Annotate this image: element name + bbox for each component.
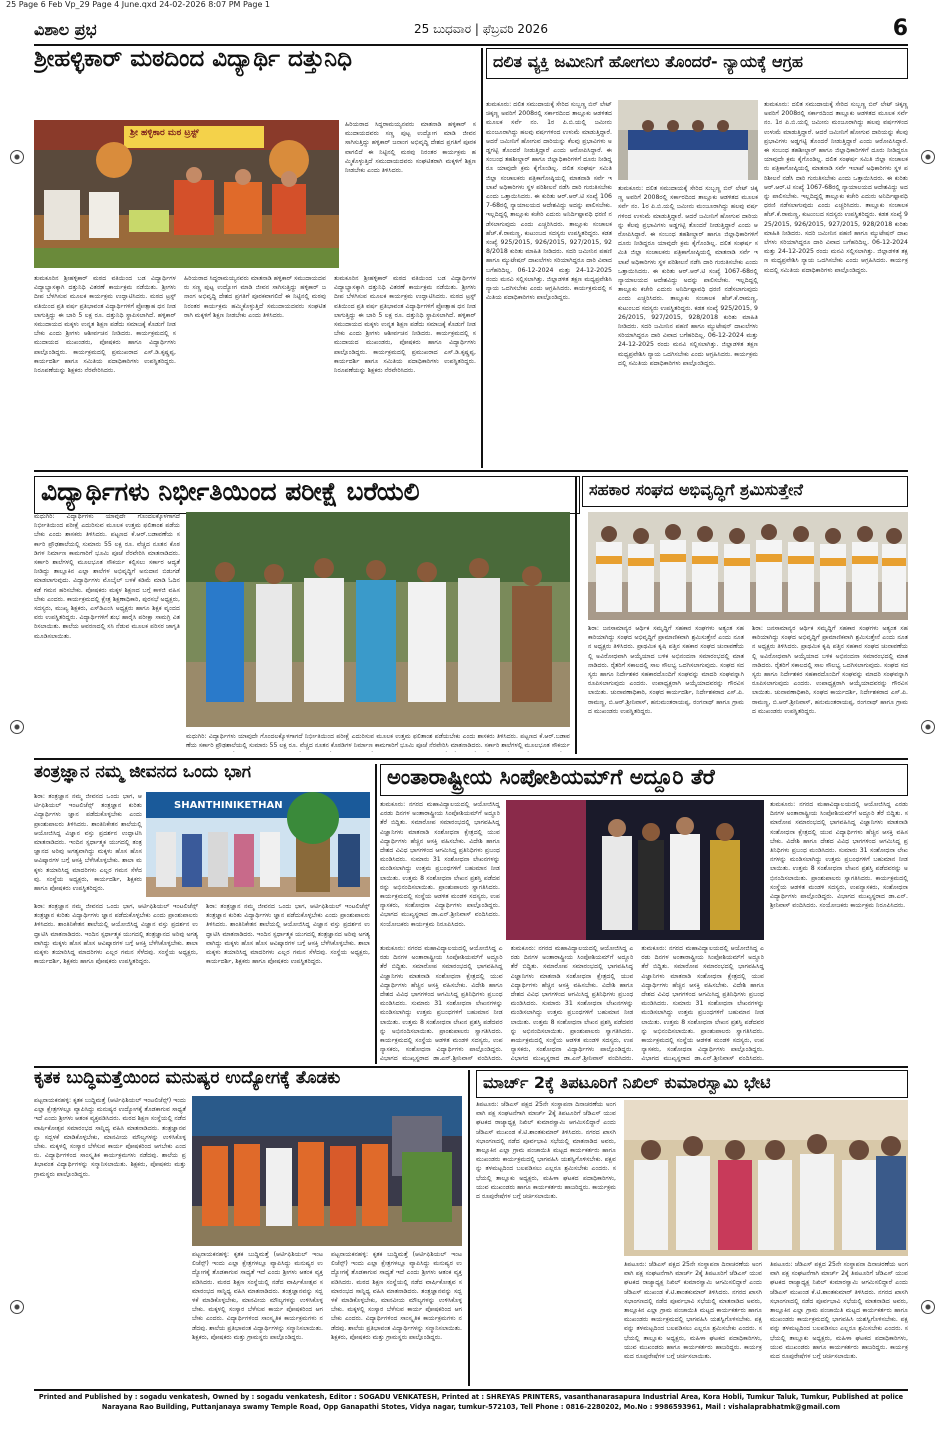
story-6-headline: ಅಂತಾರಾಷ್ಟ್ರೀಯ ಸಿಂಪೋಶಿಯಮ್‌ಗೆ ಅದ್ದೂರಿ ತೆರೆ	[380, 764, 908, 796]
story-8-photo	[624, 1100, 908, 1256]
story-5-headline: ತಂತ್ರಜ್ಞಾನ ನಮ್ಮ ಜೀವನದ ಒಂದು ಭಾಗ	[34, 764, 251, 782]
story-1-column: ಹಿರಿಯರಾದ ಸಿದ್ಧರಾಮಯ್ಯನವರು ಮಾತನಾಡಿ ಹಳ್ಳಿಕಾರ್ ಸಮುದಾಯದವರು ಸಣ್ಣ ಪುಟ್ಟ ಉದ್ಯೋಗ ಮಾಡಿ ಜೀವನ ಸಾಗಿಸುತ್ತಿದ್ದು ಹಳ್ಳಿಕಾರ್ ಜನಾಂಗ ಅಭಿವೃದ್ಧಿ ದೇಶದ ಪ್ರಗತಿಗೆ ಪೂರಕವಾಗಲಿದೆ ಈ ನಿಟ್ಟಿನಲ್ಲಿ ಮಠವು ನಿರಂತರ ಕಾರ್ಯಕ್ರಮ ಹಮ್ಮಿಕೊಳ್ಳುತ್ತಿದೆ ಸಮುದಾಯದವರು ಸಂಘಟಿತರಾಗಿ ಮಕ್ಕಳಿಗೆ ಶಿಕ್ಷಣ ನೀಡಬೇಕು ಎಂದು ತಿಳಿಸಿದರು.	[184, 275, 326, 319]
story-3-column: ಮಧುಗಿರಿ: ವಿದ್ಯಾರ್ಥಿಗಳು ಯಾವುದೇ ಗೊಂದಲಕ್ಕೊಳಗಾಗದೆ ನಿರ್ಭೀತಿಯಿಂದ ಪರೀಕ್ಷೆ ಎದುರಿಸುವ ಮೂಲಕ ಉತ್ತಮ ಫಲಿತಾಂಶ ಪಡೆಯಬೇಕು ಎಂದು ಶಾಸಕರು ತಿಳಿಸಿದರು. ಪಟ್ಟಣದ ಕೆ.ಆರ್.ಬಡಾವಣೆಯ ಸರ್ಕಾರಿ ಪ್ರೌಢಶಾಲೆಯಲ್ಲಿ ಸುಮಾರು 55 ಲಕ್ಷ ರೂ. ವೆಚ್ಚದ ನೂತನ ಕೊಠಡಿಗಳ ನಿರ್ಮಾಣ ಕಾಮಗಾರಿಗೆ ಭೂಮಿ ಪೂಜೆ ನೆರವೇರಿಸಿ ಮಾತನಾಡಿದರು. ಸರ್ಕಾರಿ ಶಾಲೆಗಳಲ್ಲಿ ಮೂಲಭೂತ ಸೌಕರ್ಯ ಕಲ್ಪಿಸಲು ಸರ್ಕಾರ ಆದ್ಯತೆ ನೀಡಿದ್ದು ತಾಲ್ಲೂಕಿನ ಎಲ್ಲಾ ಶಾಲೆಗಳ ಅಭಿವೃದ್ಧಿಗೆ ಅನುದಾನ ಬಿಡುಗಡೆ ಮಾಡಲಾಗುವುದು. ವಿದ್ಯಾರ್ಥಿಗಳು ಮೊಬೈಲ್ ಬಳಕೆ ಕಡಿಮೆ ಮಾಡಿ ಓದಿನ ಕಡೆ ಗಮನ ಹರಿಸಬೇಕು. ಪೋಷಕರು ಮಕ್ಕಳ ಶಿಕ್ಷಣದ ಬಗ್ಗೆ ಕಾಳಜಿ ವಹಿಸಬೇಕು ಎಂದರು. ಕಾರ್ಯಕ್ರಮದಲ್ಲಿ ಕ್ಷೇತ್ರ ಶಿಕ್ಷಣಾಧಿಕಾರಿ, ಪುರಸಭೆ ಅಧ್ಯಕ್ಷರು, ಸದಸ್ಯರು, ಮುಖ್ಯ ಶಿಕ್ಷಕರು, ಎಸ್‌ಡಿಎಂಸಿ ಅಧ್ಯಕ್ಷರು ಹಾಗೂ ಶಿಕ್ಷಕ ವೃಂದದವರು ಉಪಸ್ಥಿತರಿದ್ದರು. ವಿದ್ಯಾರ್ಥಿಗಳಿಗೆ ಶುಭ ಹಾರೈಸಿ ಪರೀಕ್ಷಾ ಸಾಮಗ್ರಿ ವಿತರಿಸಲಾಯಿತು. ಶಾಲೆಯ ಆವರಣದಲ್ಲಿ ಸಸಿ ನೆಡುವ ಮೂಲಕ ಪರಿಸರ ಜಾಗೃತಿ ಮೂಡಿಸಲಾಯಿತು.	[34, 513, 180, 640]
column-divider	[375, 764, 377, 1064]
registration-mark-icon	[921, 150, 935, 164]
story-3-column: ಮಧುಗಿರಿ: ವಿದ್ಯಾರ್ಥಿಗಳು ಯಾವುದೇ ಗೊಂದಲಕ್ಕೊಳಗಾಗದೆ ನಿರ್ಭೀತಿಯಿಂದ ಪರೀಕ್ಷೆ ಎದುರಿಸುವ ಮೂಲಕ ಉತ್ತಮ ಫಲಿತಾಂಶ ಪಡೆಯಬೇಕು ಎಂದು ಶಾಸಕರು ತಿಳಿಸಿದರು. ಪಟ್ಟಣದ ಕೆ.ಆರ್.ಬಡಾವಣೆಯ ಸರ್ಕಾರಿ ಪ್ರೌಢಶಾಲೆಯಲ್ಲಿ ಸುಮಾರು 55 ಲಕ್ಷ ರೂ. ವೆಚ್ಚದ ನೂತನ ಕೊಠಡಿಗಳ ನಿರ್ಮಾಣ ಕಾಮಗಾರಿಗೆ ಭೂಮಿ ಪೂಜೆ ನೆರವೇರಿಸಿ ಮಾತನಾಡಿದರು. ಸರ್ಕಾರಿ ಶಾಲೆಗಳಲ್ಲಿ ಮೂಲಭೂತ ಸೌಕರ್ಯ	[186, 733, 570, 750]
column-divider	[468, 1070, 470, 1386]
page-number: 6	[892, 16, 908, 41]
story-4-column: ಶಿರಾ: ಜನಸಾಮಾನ್ಯರ ಆರ್ಥಿಕ ಸಮೃದ್ಧಿಗೆ ಸಹಕಾರ ಸಂಘಗಳು ಅತ್ಯಂತ ಸಹಕಾರಿಯಾಗಿದ್ದು ಸಂಘದ ಅಭಿವೃದ್ಧಿಗೆ ಪ್ರಾಮಾಣಿಕವಾಗಿ ಶ್ರಮಿಸುತ್ತೇನೆ ಎಂದು ನೂತನ ಅಧ್ಯಕ್ಷರು ತಿಳಿಸಿದರು. ಪ್ರಾಥಮಿಕ ಕೃಷಿ ಪತ್ತಿನ ಸಹಕಾರ ಸಂಘದ ಚುನಾವಣೆಯಲ್ಲಿ ಅವಿರೋಧವಾಗಿ ಆಯ್ಕೆಯಾದ ಬಳಿಕ ಅಭಿನಂದನಾ ಸಮಾರಂಭದಲ್ಲಿ ಮಾತನಾಡಿದರು. ರೈತರಿಗೆ ಸಕಾಲದಲ್ಲಿ ಸಾಲ ಸೌಲಭ್ಯ ಒದಗಿಸಲಾಗುವುದು. ಸಂಘದ ಸದಸ್ಯರು ಹಾಗೂ ನಿರ್ದೇಶಕರ ಸಹಕಾರದೊಂದಿಗೆ ಸಂಘವನ್ನು ಮಾದರಿ ಸಂಘವನ್ನಾಗಿ ರೂಪಿಸಲಾಗುವುದು ಎಂದರು. ಉಪಾಧ್ಯಕ್ಷರಾಗಿ ಆಯ್ಕೆಯಾದವರನ್ನು ಗೌರವಿಸಲಾಯಿತು. ಚುನಾವಣಾಧಿಕಾರಿ, ಸಂಘದ ಕಾರ್ಯದರ್ಶಿ, ನಿರ್ದೇಶಕರಾದ ಎಸ್.ಪಿ.ರಾಮಣ್ಣ, ಬಿ.ಆರ್.ಶ್ರೀನಿವಾಸ್, ಹನುಮಂತರಾಯಪ್ಪ, ರಂಗನಾಥ್ ಹಾಗೂ ಗ್ರಾಮದ ಮುಖಂಡರು ಉಪಸ್ಥಿತರಿದ್ದರು.	[752, 625, 908, 715]
story-7-headline: ಕೃತಕ ಬುದ್ಧಿಮತ್ತೆಯಿಂದ ಮನುಷ್ಯರ ಉದ್ಯೋಗಕ್ಕೆ ತೊಡಕು	[34, 1070, 341, 1088]
story-7-column: ಪಟ್ಟನಾಯಕನಹಳ್ಳಿ: ಕೃತಕ ಬುದ್ಧಿಮತ್ತೆ (ಆರ್ಟಿಫಿಶಿಯಲ್ ಇಂಟಲಿಜೆನ್ಸ್) ಇಂದು ಎಲ್ಲಾ ಕ್ಷೇತ್ರಗಳಲ್ಲೂ ವ್ಯಾಪಿಸಿದ್ದು ಮನುಷ್ಯರ ಉದ್ಯೋಗಕ್ಕೆ ತೊಡಕಾಗುವ ಸಾಧ್ಯತೆ ಇದೆ ಎಂದು ಶ್ರೀಗಳು ಆತಂಕ ವ್ಯಕ್ತಪಡಿಸಿದರು. ಮಠದ ಶಿಕ್ಷಣ ಸಂಸ್ಥೆಯಲ್ಲಿ ನಡೆದ ವಾರ್ಷಿಕೋತ್ಸವ ಸಮಾರಂಭದ ಸಾನ್ನಿಧ್ಯ ವಹಿಸಿ ಮಾತನಾಡಿದರು. ತಂತ್ರಜ್ಞಾನವನ್ನು ಸದ್ಬಳಕೆ ಮಾಡಿಕೊಳ್ಳಬೇಕು, ಮಾನವೀಯ ಮೌಲ್ಯಗಳನ್ನು ಉಳಿಸಿಕೊಳ್ಳಬೇಕು. ಮಕ್ಕಳಲ್ಲಿ ಸಂಸ್ಕಾರ ಬೆಳೆಸುವ ಕಾರ್ಯ ಪೋಷಕರಿಂದ ಆಗಬೇಕು ಎಂದರು. ವಿದ್ಯಾರ್ಥಿಗಳಿಂದ ಸಾಂಸ್ಕೃತಿಕ ಕಾರ್ಯಕ್ರಮಗಳು ನಡೆದವು. ಶಾಲೆಯ ಪ್ರತಿಭಾವಂತ ವಿದ್ಯಾರ್ಥಿಗಳನ್ನು ಸನ್ಮಾನಿಸಲಾಯಿತು. ಶಿಕ್ಷಕರು, ಪೋಷಕರು ಮತ್ತು ಗ್ರಾಮಸ್ಥರು ಪಾಲ್ಗೊಂಡಿದ್ದರು.	[331, 1251, 462, 1341]
story-7-photo	[192, 1096, 462, 1246]
story-2-photo	[618, 100, 758, 180]
story-7-column: ಪಟ್ಟನಾಯಕನಹಳ್ಳಿ: ಕೃತಕ ಬುದ್ಧಿಮತ್ತೆ (ಆರ್ಟಿಫಿಶಿಯಲ್ ಇಂಟಲಿಜೆನ್ಸ್) ಇಂದು ಎಲ್ಲಾ ಕ್ಷೇತ್ರಗಳಲ್ಲೂ ವ್ಯಾಪಿಸಿದ್ದು ಮನುಷ್ಯರ ಉದ್ಯೋಗಕ್ಕೆ ತೊಡಕಾಗುವ ಸಾಧ್ಯತೆ ಇದೆ ಎಂದು ಶ್ರೀಗಳು ಆತಂಕ ವ್ಯಕ್ತಪಡಿಸಿದರು. ಮಠದ ಶಿಕ್ಷಣ ಸಂಸ್ಥೆಯಲ್ಲಿ ನಡೆದ ವಾರ್ಷಿಕೋತ್ಸವ ಸಮಾರಂಭದ ಸಾನ್ನಿಧ್ಯ ವಹಿಸಿ ಮಾತನಾಡಿದರು. ತಂತ್ರಜ್ಞಾನವನ್ನು ಸದ್ಬಳಕೆ ಮಾಡಿಕೊಳ್ಳಬೇಕು, ಮಾನವೀಯ ಮೌಲ್ಯಗಳನ್ನು ಉಳಿಸಿಕೊಳ್ಳಬೇಕು. ಮಕ್ಕಳಲ್ಲಿ ಸಂಸ್ಕಾರ ಬೆಳೆಸುವ ಕಾರ್ಯ ಪೋಷಕರಿಂದ ಆಗಬೇಕು ಎಂದರು. ವಿದ್ಯಾರ್ಥಿಗಳಿಂದ ಸಾಂಸ್ಕೃತಿಕ ಕಾರ್ಯಕ್ರಮಗಳು ನಡೆದವು. ಶಾಲೆಯ ಪ್ರತಿಭಾವಂತ ವಿದ್ಯಾರ್ಥಿಗಳನ್ನು ಸನ್ಮಾನಿಸಲಾಯಿತು. ಶಿಕ್ಷಕರು, ಪೋಷಕರು ಮತ್ತು ಗ್ರಾಮಸ್ಥರು ಪಾಲ್ಗೊಂಡಿದ್ದರು.	[192, 1251, 323, 1341]
story-8-column: ತಿಪಟೂರು: ಜೆಡಿಎಸ್ ಪಕ್ಷದ 25ನೇ ಸಂಸ್ಥಾಪನಾ ದಿನಾಚರಣೆಯ ಅಂಗವಾಗಿ ಪಕ್ಷ ಸಂಘಟನೆಗಾಗಿ ಮಾರ್ಚ್ 2ಕ್ಕೆ ತಿಪಟೂರಿಗೆ ಜೆಡಿಎಸ್ ಯುವ ಘಟಕದ ರಾಜ್ಯಾಧ್ಯಕ್ಷ ನಿಖಿಲ್ ಕುಮಾರಸ್ವಾಮಿ ಆಗಮಿಸಲಿದ್ದಾರೆ ಎಂದು ಜೆಡಿಎಸ್ ಮುಖಂಡ ಕೆ.ಟಿ.ಶಾಂತಕುಮಾರ್ ತಿಳಿಸಿದರು. ನಗರದ ಖಾಸಗಿ ಸಭಾಂಗಣದಲ್ಲಿ ನಡೆದ ಪೂರ್ವಭಾವಿ ಸಭೆಯಲ್ಲಿ ಮಾತನಾಡಿದ ಅವರು, ತಾಲ್ಲೂಕಿನ ಎಲ್ಲಾ ಗ್ರಾಮ ಪಂಚಾಯಿತಿ ಮಟ್ಟದ ಕಾರ್ಯಕರ್ತರು ಹಾಗೂ ಮುಖಂಡರು ಕಾರ್ಯಕ್ರಮದಲ್ಲಿ ಭಾಗವಹಿಸಿ ಯಶಸ್ವಿಗೊಳಿಸಬೇಕು. ಪಕ್ಷವನ್ನು ತಳಮಟ್ಟದಿಂದ ಬಲಪಡಿಸಲು ಎಲ್ಲರೂ ಶ್ರಮಿಸಬೇಕು ಎಂದರು. ಸಭೆಯಲ್ಲಿ ತಾಲ್ಲೂಕು ಅಧ್ಯಕ್ಷರು, ಮಹಿಳಾ ಘಟಕದ ಪದಾಧಿಕಾರಿಗಳು, ಯುವ ಮುಖಂಡರು ಹಾಗೂ ಕಾರ್ಯಕರ್ತರು ಹಾಜರಿದ್ದರು. ಕಾರ್ಯಕ್ರಮದ ರೂಪುರೇಷೆಗಳ ಬಗ್ಗೆ ಚರ್ಚಿಸಲಾಯಿತು.	[476, 1101, 616, 1201]
print-slug: 25 Page 6 Feb Vp_29 Page 4 June.qxd 24-02-2026 8:07 PM Page 1	[6, 0, 270, 9]
story-2-column: ತುಮಕೂರು: ದಲಿತ ಸಮುದಾಯಕ್ಕೆ ಸೇರಿದ ಸುಬ್ಬಣ್ಣ ಬಿನ್ ಲೇಟ್ ಚಿಕ್ಕಣ್ಣ ಅವರಿಗೆ 2008ರಲ್ಲಿ ಸರ್ಕಾರದಿಂದ ತಾಲ್ಲೂಕು ಆಡಳಿತದ ಮೂಲಕ ಸರ್ವೆ ನಂ. 1ರ ಪಿ.ಬಿ.ಯಲ್ಲಿ ಜಮೀನು ಮಂಜೂರಾಗಿದ್ದು ಹಲವು ವರ್ಷಗಳಿಂದ ಉಳುಮೆ ಮಾಡುತ್ತಿದ್ದಾರೆ. ಆದರೆ ಜಮೀನಿಗೆ ಹೋಗುವ ದಾರಿಯನ್ನು ಕೆಲವು ಪ್ರಭಾವಿಗಳು ಅಡ್ಡಗಟ್ಟಿ ತೊಂದರೆ ನೀಡುತ್ತಿದ್ದಾರೆ ಎಂದು ಆರೋಪಿಸಿದ್ದಾರೆ. ಈ ಸಂಬಂಧ ತಹಶೀಲ್ದಾರ್ ಹಾಗೂ ಜಿಲ್ಲಾಧಿಕಾರಿಗಳಿಗೆ ದೂರು ನೀಡಿದ್ದರೂ ಯಾವುದೇ ಕ್ರಮ ಕೈಗೊಂಡಿಲ್ಲ. ದಲಿತ ಸಂಘರ್ಷ ಸಮಿತಿ ಜಿಲ್ಲಾ ಸಂಚಾಲಕರು ಪತ್ರಿಕಾಗೋಷ್ಠಿಯಲ್ಲಿ ಮಾತನಾಡಿ ಸರ್ವೆ ಇಲಾಖೆ ಅಧಿಕಾರಿಗಳು ಸ್ಥಳ ಪರಿಶೀಲನೆ ನಡೆಸಿ ದಾರಿ ಗುರುತಿಸಬೇಕು ಎಂದು ಒತ್ತಾಯಿಸಿದರು. ಈ ಕುರಿತು ಆರ್.ಆರ್.ಟಿ ಸಂಖ್ಯೆ 1067-68ರಲ್ಲಿ ನ್ಯಾಯಾಲಯದ ಆದೇಶವಿದ್ದು ಅದನ್ನು ಪಾಲಿಸಬೇಕು. ಇಲ್ಲದಿದ್ದಲ್ಲಿ ತಾಲ್ಲೂಕು ಕಚೇರಿ ಎದುರು ಅನಿರ್ದಿಷ್ಟಾವಧಿ ಧರಣಿ ನಡೆಸಲಾಗುವುದು ಎಂದು ಎಚ್ಚರಿಸಿದರು. ತಾಲ್ಲೂಕು ಸಂಚಾಲಕ ಹೆಚ್.ಕೆ.ರಾಮಣ್ಣ, ಕುಟುಂಬದ ಸದಸ್ಯರು ಉಪಸ್ಥಿತರಿದ್ದರು. ಕಡತ ಸಂಖ್ಯೆ 925/2015, 926/2015, 927/2015, 928/2018 ಕುರಿತು ಮಾಹಿತಿ ನೀಡಿದರು. ಸದರಿ ಜಮೀನಿನ ಪಹಣಿ ಹಾಗೂ ಮ್ಯುಟೇಷನ್ ದಾಖಲೆಗಳು ಸರಿಯಾಗಿದ್ದರೂ ದಾರಿ ವಿವಾದ ಬಗೆಹರಿದಿಲ್ಲ. 06-12-2024 ಮತ್ತು 24-12-2025 ರಂದು ಮನವಿ ಸಲ್ಲಿಸಲಾಗಿತ್ತು. ಜಿಲ್ಲಾಡಳಿತ ತಕ್ಷಣ ಮಧ್ಯಪ್ರವೇಶಿಸಿ ನ್ಯಾಯ ಒದಗಿಸಬೇಕು ಎಂದು ಆಗ್ರಹಿಸಿದರು. ಕಾರ್ಯಕ್ರಮದಲ್ಲಿ ಸಮಿತಿಯ ಪದಾಧಿಕಾರಿಗಳು ಪಾಲ್ಗೊಂಡಿದ್ದರು.	[764, 101, 908, 274]
story-1-side-text: ಹಿರಿಯರಾದ ಸಿದ್ಧರಾಮಯ್ಯನವರು ಮಾತನಾಡಿ ಹಳ್ಳಿಕಾರ್ ಸಮುದಾಯದವರು ಸಣ್ಣ ಪುಟ್ಟ ಉದ್ಯೋಗ ಮಾಡಿ ಜೀವನ ಸಾಗಿಸುತ್ತಿದ್ದು ಹಳ್ಳಿಕಾರ್ ಜನಾಂಗ ಅಭಿವೃದ್ಧಿ ದೇಶದ ಪ್ರಗತಿಗೆ ಪೂರಕವಾಗಲಿದೆ ಈ ನಿಟ್ಟಿನಲ್ಲಿ ಮಠವು ನಿರಂತರ ಕಾರ್ಯಕ್ರಮ ಹಮ್ಮಿಕೊಳ್ಳುತ್ತಿದೆ ಸಮುದಾಯದವರು ಸಂಘಟಿತರಾಗಿ ಮಕ್ಕಳಿಗೆ ಶಿಕ್ಷಣ ನೀಡಬೇಕು ಎಂದು ತಿಳಿಸಿದರು.	[345, 121, 476, 175]
story-4-column: ಶಿರಾ: ಜನಸಾಮಾನ್ಯರ ಆರ್ಥಿಕ ಸಮೃದ್ಧಿಗೆ ಸಹಕಾರ ಸಂಘಗಳು ಅತ್ಯಂತ ಸಹಕಾರಿಯಾಗಿದ್ದು ಸಂಘದ ಅಭಿವೃದ್ಧಿಗೆ ಪ್ರಾಮಾಣಿಕವಾಗಿ ಶ್ರಮಿಸುತ್ತೇನೆ ಎಂದು ನೂತನ ಅಧ್ಯಕ್ಷರು ತಿಳಿಸಿದರು. ಪ್ರಾಥಮಿಕ ಕೃಷಿ ಪತ್ತಿನ ಸಹಕಾರ ಸಂಘದ ಚುನಾವಣೆಯಲ್ಲಿ ಅವಿರೋಧವಾಗಿ ಆಯ್ಕೆಯಾದ ಬಳಿಕ ಅಭಿನಂದನಾ ಸಮಾರಂಭದಲ್ಲಿ ಮಾತನಾಡಿದರು. ರೈತರಿಗೆ ಸಕಾಲದಲ್ಲಿ ಸಾಲ ಸೌಲಭ್ಯ ಒದಗಿಸಲಾಗುವುದು. ಸಂಘದ ಸದಸ್ಯರು ಹಾಗೂ ನಿರ್ದೇಶಕರ ಸಹಕಾರದೊಂದಿಗೆ ಸಂಘವನ್ನು ಮಾದರಿ ಸಂಘವನ್ನಾಗಿ ರೂಪಿಸಲಾಗುವುದು ಎಂದರು. ಉಪಾಧ್ಯಕ್ಷರಾಗಿ ಆಯ್ಕೆಯಾದವರನ್ನು ಗೌರವಿಸಲಾಯಿತು. ಚುನಾವಣಾಧಿಕಾರಿ, ಸಂಘದ ಕಾರ್ಯದರ್ಶಿ, ನಿರ್ದೇಶಕರಾದ ಎಸ್.ಪಿ.ರಾಮಣ್ಣ, ಬಿ.ಆರ್.ಶ್ರೀನಿವಾಸ್, ಹನುಮಂತರಾಯಪ್ಪ, ರಂಗನಾಥ್ ಹಾಗೂ ಗ್ರಾಮದ ಮುಖಂಡರು ಉಪಸ್ಥಿತರಿದ್ದರು.	[588, 625, 744, 715]
story-8-headline: ಮಾರ್ಚ್ 2ಕ್ಕೆ ತಿಪಟೂರಿಗೆ ನಿಖಿಲ್ ಕುಮಾರಸ್ವಾಮಿ ಭೇಟಿ	[476, 1070, 908, 1098]
story-1-photo	[34, 120, 339, 268]
story-4-headline: ಸಹಕಾರ ಸಂಘದ ಅಭಿವೃದ್ಧಿಗೆ ಶ್ರಮಿಸುತ್ತೇನೆ	[582, 476, 908, 507]
registration-mark-icon	[10, 720, 24, 734]
photo-sign-text: SHANTHINIKETHAN	[174, 800, 283, 811]
footer-rule	[34, 1389, 908, 1391]
story-5-column: ಶಿರಾ: ತಂತ್ರಜ್ಞಾನ ನಮ್ಮ ಜೀವನದ ಒಂದು ಭಾಗ, ಆರ್ಟಿಫಿಶಿಯಲ್ ಇಂಟಲಿಜೆನ್ಸ್ ತಂತ್ರಜ್ಞಾನ ಕುರಿತು ವಿದ್ಯಾರ್ಥಿಗಳು ಜ್ಞಾನ ಪಡೆದುಕೊಳ್ಳಬೇಕು ಎಂದು ಪ್ರಾಂಶುಪಾಲರು ತಿಳಿಸಿದರು. ಶಾಂತಿನಿಕೇತನ ಶಾಲೆಯಲ್ಲಿ ಆಯೋಜಿಸಿದ್ದ ವಿಜ್ಞಾನ ವಸ್ತು ಪ್ರದರ್ಶನ ಉದ್ಘಾಟಿಸಿ ಮಾತನಾಡಿದರು. ಇಂದಿನ ಸ್ಪರ್ಧಾತ್ಮಕ ಯುಗದಲ್ಲಿ ತಂತ್ರಜ್ಞಾನದ ಅರಿವು ಅಗತ್ಯವಾಗಿದ್ದು ಮಕ್ಕಳು ಹೊಸ ಹೊಸ ಆವಿಷ್ಕಾರಗಳ ಬಗ್ಗೆ ಆಸಕ್ತಿ ಬೆಳೆಸಿಕೊಳ್ಳಬೇಕು. ಶಾಲಾ ಮಕ್ಕಳು ತಯಾರಿಸಿದ್ದ ಮಾದರಿಗಳು ಎಲ್ಲರ ಗಮನ ಸೆಳೆದವು. ಸಂಸ್ಥೆಯ ಅಧ್ಯಕ್ಷರು, ಕಾರ್ಯದರ್ಶಿ, ಶಿಕ್ಷಕರು ಹಾಗೂ ಪೋಷಕರು ಉಪಸ್ಥಿತರಿದ್ದರು.	[34, 793, 142, 893]
story-8-column: ತಿಪಟೂರು: ಜೆಡಿಎಸ್ ಪಕ್ಷದ 25ನೇ ಸಂಸ್ಥಾಪನಾ ದಿನಾಚರಣೆಯ ಅಂಗವಾಗಿ ಪಕ್ಷ ಸಂಘಟನೆಗಾಗಿ ಮಾರ್ಚ್ 2ಕ್ಕೆ ತಿಪಟೂರಿಗೆ ಜೆಡಿಎಸ್ ಯುವ ಘಟಕದ ರಾಜ್ಯಾಧ್ಯಕ್ಷ ನಿಖಿಲ್ ಕುಮಾರಸ್ವಾಮಿ ಆಗಮಿಸಲಿದ್ದಾರೆ ಎಂದು ಜೆಡಿಎಸ್ ಮುಖಂಡ ಕೆ.ಟಿ.ಶಾಂತಕುಮಾರ್ ತಿಳಿಸಿದರು. ನಗರದ ಖಾಸಗಿ ಸಭಾಂಗಣದಲ್ಲಿ ನಡೆದ ಪೂರ್ವಭಾವಿ ಸಭೆಯಲ್ಲಿ ಮಾತನಾಡಿದ ಅವರು, ತಾಲ್ಲೂಕಿನ ಎಲ್ಲಾ ಗ್ರಾಮ ಪಂಚಾಯಿತಿ ಮಟ್ಟದ ಕಾರ್ಯಕರ್ತರು ಹಾಗೂ ಮುಖಂಡರು ಕಾರ್ಯಕ್ರಮದಲ್ಲಿ ಭಾಗವಹಿಸಿ ಯಶಸ್ವಿಗೊಳಿಸಬೇಕು. ಪಕ್ಷವನ್ನು ತಳಮಟ್ಟದಿಂದ ಬಲಪಡಿಸಲು ಎಲ್ಲರೂ ಶ್ರಮಿಸಬೇಕು ಎಂದರು. ಸಭೆಯಲ್ಲಿ ತಾಲ್ಲೂಕು ಅಧ್ಯಕ್ಷರು, ಮಹಿಳಾ ಘಟಕದ ಪದಾಧಿಕಾರಿಗಳು, ಯುವ ಮುಖಂಡರು ಹಾಗೂ ಕಾರ್ಯಕರ್ತರು ಹಾಜರಿದ್ದರು. ಕಾರ್ಯಕ್ರಮದ ರೂಪುರೇಷೆಗಳ ಬಗ್ಗೆ ಚರ್ಚಿಸಲಾಯಿತು.	[770, 1261, 908, 1361]
story-5-column: ಶಿರಾ: ತಂತ್ರಜ್ಞಾನ ನಮ್ಮ ಜೀವನದ ಒಂದು ಭಾಗ, ಆರ್ಟಿಫಿಶಿಯಲ್ ಇಂಟಲಿಜೆನ್ಸ್ ತಂತ್ರಜ್ಞಾನ ಕುರಿತು ವಿದ್ಯಾರ್ಥಿಗಳು ಜ್ಞಾನ ಪಡೆದುಕೊಳ್ಳಬೇಕು ಎಂದು ಪ್ರಾಂಶುಪಾಲರು ತಿಳಿಸಿದರು. ಶಾಂತಿನಿಕೇತನ ಶಾಲೆಯಲ್ಲಿ ಆಯೋಜಿಸಿದ್ದ ವಿಜ್ಞಾನ ವಸ್ತು ಪ್ರದರ್ಶನ ಉದ್ಘಾಟಿಸಿ ಮಾತನಾಡಿದರು. ಇಂದಿನ ಸ್ಪರ್ಧಾತ್ಮಕ ಯುಗದಲ್ಲಿ ತಂತ್ರಜ್ಞಾನದ ಅರಿವು ಅಗತ್ಯವಾಗಿದ್ದು ಮಕ್ಕಳು ಹೊಸ ಹೊಸ ಆವಿಷ್ಕಾರಗಳ ಬಗ್ಗೆ ಆಸಕ್ತಿ ಬೆಳೆಸಿಕೊಳ್ಳಬೇಕು. ಶಾಲಾ ಮಕ್ಕಳು ತಯಾರಿಸಿದ್ದ ಮಾದರಿಗಳು ಎಲ್ಲರ ಗಮನ ಸೆಳೆದವು. ಸಂಸ್ಥೆಯ ಅಧ್ಯಕ್ಷರು, ಕಾರ್ಯದರ್ಶಿ, ಶಿಕ್ಷಕರು ಹಾಗೂ ಪೋಷಕರು ಉಪಸ್ಥಿತರಿದ್ದರು.	[34, 903, 198, 966]
story-7-body	[192, 1250, 462, 1386]
story-3-photo	[186, 512, 570, 727]
story-1-column: ತುಮಕೂರಿನ ಶ್ರೀಹಳ್ಳಿಕಾರ್ ಮಠದ ವತಿಯಿಂದ ಬಡ ವಿದ್ಯಾರ್ಥಿಗಳ ವಿದ್ಯಾಭ್ಯಾಸಕ್ಕಾಗಿ ದತ್ತುನಿಧಿ ವಿತರಣೆ ಕಾರ್ಯಕ್ರಮ ನಡೆಯಿತು. ಶ್ರೀಗಳು ದೀಪ ಬೆಳಗಿಸುವ ಮೂಲಕ ಕಾರ್ಯಕ್ರಮ ಉದ್ಘಾಟಿಸಿದರು. ಮಠದ ಟ್ರಸ್ಟ್ ವತಿಯಿಂದ ಪ್ರತಿ ವರ್ಷ ಪ್ರತಿಭಾವಂತ ವಿದ್ಯಾರ್ಥಿಗಳಿಗೆ ಪ್ರೋತ್ಸಾಹ ಧನ ನೀಡಲಾಗುತ್ತಿದ್ದು ಈ ಬಾರಿ 5 ಲಕ್ಷ ರೂ. ದತ್ತುನಿಧಿ ಸ್ಥಾಪಿಸಲಾಗಿದೆ. ಹಳ್ಳಿಕಾರ್ ಸಮುದಾಯದ ಮಕ್ಕಳು ಉನ್ನತ ಶಿಕ್ಷಣ ಪಡೆದು ಸಮಾಜಕ್ಕೆ ಕೊಡುಗೆ ನೀಡಬೇಕು ಎಂದು ಶ್ರೀಗಳು ಆಶೀರ್ವಚನ ನೀಡಿದರು. ಕಾರ್ಯಕ್ರಮದಲ್ಲಿ ಸಮುದಾಯದ ಮುಖಂಡರು, ಪೋಷಕರು ಹಾಗೂ ವಿದ್ಯಾರ್ಥಿಗಳು ಪಾಲ್ಗೊಂಡಿದ್ದರು. ಕಾರ್ಯಕ್ರಮದಲ್ಲಿ ಪ್ರಮುಖರಾದ ಎಸ್.ಡಿ.ಕೃಷ್ಣಪ್ಪ, ಕಾರ್ಯದರ್ಶಿ ಹಾಗೂ ಸಮಿತಿಯ ಪದಾಧಿಕಾರಿಗಳು ಉಪಸ್ಥಿತರಿದ್ದರು. ನಿರೂಪಣೆಯನ್ನು ಶಿಕ್ಷಕರು ನೆರವೇರಿಸಿದರು.	[334, 275, 476, 375]
story-1-body	[34, 274, 476, 464]
story-2-column: ತುಮಕೂರು: ದಲಿತ ಸಮುದಾಯಕ್ಕೆ ಸೇರಿದ ಸುಬ್ಬಣ್ಣ ಬಿನ್ ಲೇಟ್ ಚಿಕ್ಕಣ್ಣ ಅವರಿಗೆ 2008ರಲ್ಲಿ ಸರ್ಕಾರದಿಂದ ತಾಲ್ಲೂಕು ಆಡಳಿತದ ಮೂಲಕ ಸರ್ವೆ ನಂ. 1ರ ಪಿ.ಬಿ.ಯಲ್ಲಿ ಜಮೀನು ಮಂಜೂರಾಗಿದ್ದು ಹಲವು ವರ್ಷಗಳಿಂದ ಉಳುಮೆ ಮಾಡುತ್ತಿದ್ದಾರೆ. ಆದರೆ ಜಮೀನಿಗೆ ಹೋಗುವ ದಾರಿಯನ್ನು ಕೆಲವು ಪ್ರಭಾವಿಗಳು ಅಡ್ಡಗಟ್ಟಿ ತೊಂದರೆ ನೀಡುತ್ತಿದ್ದಾರೆ ಎಂದು ಆರೋಪಿಸಿದ್ದಾರೆ. ಈ ಸಂಬಂಧ ತಹಶೀಲ್ದಾರ್ ಹಾಗೂ ಜಿಲ್ಲಾಧಿಕಾರಿಗಳಿಗೆ ದೂರು ನೀಡಿದ್ದರೂ ಯಾವುದೇ ಕ್ರಮ ಕೈಗೊಂಡಿಲ್ಲ. ದಲಿತ ಸಂಘರ್ಷ ಸಮಿತಿ ಜಿಲ್ಲಾ ಸಂಚಾಲಕರು ಪತ್ರಿಕಾಗೋಷ್ಠಿಯಲ್ಲಿ ಮಾತನಾಡಿ ಸರ್ವೆ ಇಲಾಖೆ ಅಧಿಕಾರಿಗಳು ಸ್ಥಳ ಪರಿಶೀಲನೆ ನಡೆಸಿ ದಾರಿ ಗುರುತಿಸಬೇಕು ಎಂದು ಒತ್ತಾಯಿಸಿದರು. ಈ ಕುರಿತು ಆರ್.ಆರ್.ಟಿ ಸಂಖ್ಯೆ 1067-68ರಲ್ಲಿ ನ್ಯಾಯಾಲಯದ ಆದೇಶವಿದ್ದು ಅದನ್ನು ಪಾಲಿಸಬೇಕು. ಇಲ್ಲದಿದ್ದಲ್ಲಿ ತಾಲ್ಲೂಕು ಕಚೇರಿ ಎದುರು ಅನಿರ್ದಿಷ್ಟಾವಧಿ ಧರಣಿ ನಡೆಸಲಾಗುವುದು ಎಂದು ಎಚ್ಚರಿಸಿದರು. ತಾಲ್ಲೂಕು ಸಂಚಾಲಕ ಹೆಚ್.ಕೆ.ರಾಮಣ್ಣ, ಕುಟುಂಬದ ಸದಸ್ಯರು ಉಪಸ್ಥಿತರಿದ್ದರು. ಕಡತ ಸಂಖ್ಯೆ 925/2015, 926/2015, 927/2015, 928/2018 ಕುರಿತು ಮಾಹಿತಿ ನೀಡಿದರು. ಸದರಿ ಜಮೀನಿನ ಪಹಣಿ ಹಾಗೂ ಮ್ಯುಟೇಷನ್ ದಾಖಲೆಗಳು ಸರಿಯಾಗಿದ್ದರೂ ದಾರಿ ವಿವಾದ ಬಗೆಹರಿದಿಲ್ಲ. 06-12-2024 ಮತ್ತು 24-12-2025 ರಂದು ಮನವಿ ಸಲ್ಲಿಸಲಾಗಿತ್ತು. ಜಿಲ್ಲಾಡಳಿತ ತಕ್ಷಣ ಮಧ್ಯಪ್ರವೇಶಿಸಿ ನ್ಯಾಯ ಒದಗಿಸಬೇಕು ಎಂದು ಆಗ್ರಹಿಸಿದರು. ಕಾರ್ಯಕ್ರಮದಲ್ಲಿ ಸಮಿತಿಯ ಪದಾಧಿಕಾರಿಗಳು ಪಾಲ್ಗೊಂಡಿದ್ದರು.	[486, 101, 612, 302]
masthead-rule	[34, 44, 908, 46]
registration-mark-icon	[921, 720, 935, 734]
story-6-body	[380, 944, 764, 1062]
masthead	[34, 16, 908, 41]
story-1-headline: ಶ್ರೀಹಳ್ಳಿಕಾರ್ ಮಠದಿಂದ ವಿದ್ಯಾರ್ಥಿ ದತ್ತುನಿಧಿ	[34, 48, 352, 72]
story-5-column: ಶಿರಾ: ತಂತ್ರಜ್ಞಾನ ನಮ್ಮ ಜೀವನದ ಒಂದು ಭಾಗ, ಆರ್ಟಿಫಿಶಿಯಲ್ ಇಂಟಲಿಜೆನ್ಸ್ ತಂತ್ರಜ್ಞಾನ ಕುರಿತು ವಿದ್ಯಾರ್ಥಿಗಳು ಜ್ಞಾನ ಪಡೆದುಕೊಳ್ಳಬೇಕು ಎಂದು ಪ್ರಾಂಶುಪಾಲರು ತಿಳಿಸಿದರು. ಶಾಂತಿನಿಕೇತನ ಶಾಲೆಯಲ್ಲಿ ಆಯೋಜಿಸಿದ್ದ ವಿಜ್ಞಾನ ವಸ್ತು ಪ್ರದರ್ಶನ ಉದ್ಘಾಟಿಸಿ ಮಾತನಾಡಿದರು. ಇಂದಿನ ಸ್ಪರ್ಧಾತ್ಮಕ ಯುಗದಲ್ಲಿ ತಂತ್ರಜ್ಞಾನದ ಅರಿವು ಅಗತ್ಯವಾಗಿದ್ದು ಮಕ್ಕಳು ಹೊಸ ಹೊಸ ಆವಿಷ್ಕಾರಗಳ ಬಗ್ಗೆ ಆಸಕ್ತಿ ಬೆಳೆಸಿಕೊಳ್ಳಬೇಕು. ಶಾಲಾ ಮಕ್ಕಳು ತಯಾರಿಸಿದ್ದ ಮಾದರಿಗಳು ಎಲ್ಲರ ಗಮನ ಸೆಳೆದವು. ಸಂಸ್ಥೆಯ ಅಧ್ಯಕ್ಷರು, ಕಾರ್ಯದರ್ಶಿ, ಶಿಕ್ಷಕರು ಹಾಗೂ ಪೋಷಕರು ಉಪಸ್ಥಿತರಿದ್ದರು.	[206, 903, 370, 966]
story-6-column: ತುಮಕೂರು: ನಗರದ ಮಹಾವಿದ್ಯಾಲಯದಲ್ಲಿ ಆಯೋಜಿಸಿದ್ದ ಎರಡು ದಿನಗಳ ಅಂತಾರಾಷ್ಟ್ರೀಯ ಸಿಂಪೋಶಿಯಮ್‌ಗೆ ಅದ್ದೂರಿ ತೆರೆ ಬಿದ್ದಿತು. ಸಮಾರೋಪ ಸಮಾರಂಭದಲ್ಲಿ ಭಾಗವಹಿಸಿದ್ದ ವಿಜ್ಞಾನಿಗಳು ಮಾತನಾಡಿ ಸಂಶೋಧನಾ ಕ್ಷೇತ್ರದಲ್ಲಿ ಯುವ ವಿದ್ಯಾರ್ಥಿಗಳು ಹೆಚ್ಚಿನ ಆಸಕ್ತಿ ವಹಿಸಬೇಕು. ವಿದೇಶಿ ಹಾಗೂ ದೇಶದ ವಿವಿಧ ಭಾಗಗಳಿಂದ ಆಗಮಿಸಿದ್ದ ಪ್ರತಿನಿಧಿಗಳು ಪ್ರಬಂಧ ಮಂಡಿಸಿದರು. ಸುಮಾರು 31 ಸಂಶೋಧನಾ ಲೇಖನಗಳನ್ನು ಮಂಡಿಸಲಾಗಿದ್ದು ಉತ್ತಮ ಪ್ರಬಂಧಗಳಿಗೆ ಬಹುಮಾನ ನೀಡಲಾಯಿತು. ಉತ್ತಮ 8 ಸಂಶೋಧನಾ ಲೇಖನ ಪ್ರಶಸ್ತಿ ಪಡೆದವರನ್ನು ಅಭಿನಂದಿಸಲಾಯಿತು. ಪ್ರಾಂಶುಪಾಲರು ಸ್ವಾಗತಿಸಿದರು. ಕಾರ್ಯಕ್ರಮದಲ್ಲಿ ಸಂಸ್ಥೆಯ ಆಡಳಿತ ಮಂಡಳಿ ಸದಸ್ಯರು, ಉಪನ್ಯಾಸಕರು, ಸಂಶೋಧನಾ ವಿದ್ಯಾರ್ಥಿಗಳು ಪಾಲ್ಗೊಂಡಿದ್ದರು. ವಿಭಾಗದ ಮುಖ್ಯಸ್ಥರಾದ ಡಾ.ಎನ್.ಶ್ರೀನಿವಾಸ್ ವಂದಿಸಿದರು.	[380, 945, 503, 1062]
issue-date: 25 ಬುಧವಾರ | ಫೆಬ್ರವರಿ 2026	[414, 22, 548, 36]
registration-mark-icon	[921, 1300, 935, 1314]
story-6-column: ತುಮಕೂರು: ನಗರದ ಮಹಾವಿದ್ಯಾಲಯದಲ್ಲಿ ಆಯೋಜಿಸಿದ್ದ ಎರಡು ದಿನಗಳ ಅಂತಾರಾಷ್ಟ್ರೀಯ ಸಿಂಪೋಶಿಯಮ್‌ಗೆ ಅದ್ದೂರಿ ತೆರೆ ಬಿದ್ದಿತು. ಸಮಾರೋಪ ಸಮಾರಂಭದಲ್ಲಿ ಭಾಗವಹಿಸಿದ್ದ ವಿಜ್ಞಾನಿಗಳು ಮಾತನಾಡಿ ಸಂಶೋಧನಾ ಕ್ಷೇತ್ರದಲ್ಲಿ ಯುವ ವಿದ್ಯಾರ್ಥಿಗಳು ಹೆಚ್ಚಿನ ಆಸಕ್ತಿ ವಹಿಸಬೇಕು. ವಿದೇಶಿ ಹಾಗೂ ದೇಶದ ವಿವಿಧ ಭಾಗಗಳಿಂದ ಆಗಮಿಸಿದ್ದ ಪ್ರತಿನಿಧಿಗಳು ಪ್ರಬಂಧ ಮಂಡಿಸಿದರು. ಸುಮಾರು 31 ಸಂಶೋಧನಾ ಲೇಖನಗಳನ್ನು ಮಂಡಿಸಲಾಗಿದ್ದು ಉತ್ತಮ ಪ್ರಬಂಧಗಳಿಗೆ ಬಹುಮಾನ ನೀಡಲಾಯಿತು. ಉತ್ತಮ 8 ಸಂಶೋಧನಾ ಲೇಖನ ಪ್ರಶಸ್ತಿ ಪಡೆದವರನ್ನು ಅಭಿನಂದಿಸಲಾಯಿತು. ಪ್ರಾಂಶುಪಾಲರು ಸ್ವಾಗತಿಸಿದರು. ಕಾರ್ಯಕ್ರಮದಲ್ಲಿ ಸಂಸ್ಥೆಯ ಆಡಳಿತ ಮಂಡಳಿ ಸದಸ್ಯರು, ಉಪನ್ಯಾಸಕರು, ಸಂಶೋಧನಾ ವಿದ್ಯಾರ್ಥಿಗಳು ಪಾಲ್ಗೊಂಡಿದ್ದರು. ವಿಭಾಗದ ಮುಖ್ಯಸ್ಥರಾದ ಡಾ.ಎನ್.ಶ್ರೀನಿವಾಸ್ ವಂದಿಸಿದರು. ಸಂಯೋಜಕರು ಕಾರ್ಯಕ್ರಮ ನಿರೂಪಿಸಿದರು.	[770, 801, 908, 910]
story-8-column: ತಿಪಟೂರು: ಜೆಡಿಎಸ್ ಪಕ್ಷದ 25ನೇ ಸಂಸ್ಥಾಪನಾ ದಿನಾಚರಣೆಯ ಅಂಗವಾಗಿ ಪಕ್ಷ ಸಂಘಟನೆಗಾಗಿ ಮಾರ್ಚ್ 2ಕ್ಕೆ ತಿಪಟೂರಿಗೆ ಜೆಡಿಎಸ್ ಯುವ ಘಟಕದ ರಾಜ್ಯಾಧ್ಯಕ್ಷ ನಿಖಿಲ್ ಕುಮಾರಸ್ವಾಮಿ ಆಗಮಿಸಲಿದ್ದಾರೆ ಎಂದು ಜೆಡಿಎಸ್ ಮುಖಂಡ ಕೆ.ಟಿ.ಶಾಂತಕುಮಾರ್ ತಿಳಿಸಿದರು. ನಗರದ ಖಾಸಗಿ ಸಭಾಂಗಣದಲ್ಲಿ ನಡೆದ ಪೂರ್ವಭಾವಿ ಸಭೆಯಲ್ಲಿ ಮಾತನಾಡಿದ ಅವರು, ತಾಲ್ಲೂಕಿನ ಎಲ್ಲಾ ಗ್ರಾಮ ಪಂಚಾಯಿತಿ ಮಟ್ಟದ ಕಾರ್ಯಕರ್ತರು ಹಾಗೂ ಮುಖಂಡರು ಕಾರ್ಯಕ್ರಮದಲ್ಲಿ ಭಾಗವಹಿಸಿ ಯಶಸ್ವಿಗೊಳಿಸಬೇಕು. ಪಕ್ಷವನ್ನು ತಳಮಟ್ಟದಿಂದ ಬಲಪಡಿಸಲು ಎಲ್ಲರೂ ಶ್ರಮಿಸಬೇಕು ಎಂದರು. ಸಭೆಯಲ್ಲಿ ತಾಲ್ಲೂಕು ಅಧ್ಯಕ್ಷರು, ಮಹಿಳಾ ಘಟಕದ ಪದಾಧಿಕಾರಿಗಳು, ಯುವ ಮುಖಂಡರು ಹಾಗೂ ಕಾರ್ಯಕರ್ತರು ಹಾಜರಿದ್ದರು. ಕಾರ್ಯಕ್ರಮದ ರೂಪುರೇಷೆಗಳ ಬಗ್ಗೆ ಚರ್ಚಿಸಲಾಯಿತು.	[624, 1261, 762, 1361]
story-2-column: ತುಮಕೂರು: ದಲಿತ ಸಮುದಾಯಕ್ಕೆ ಸೇರಿದ ಸುಬ್ಬಣ್ಣ ಬಿನ್ ಲೇಟ್ ಚಿಕ್ಕಣ್ಣ ಅವರಿಗೆ 2008ರಲ್ಲಿ ಸರ್ಕಾರದಿಂದ ತಾಲ್ಲೂಕು ಆಡಳಿತದ ಮೂಲಕ ಸರ್ವೆ ನಂ. 1ರ ಪಿ.ಬಿ.ಯಲ್ಲಿ ಜಮೀನು ಮಂಜೂರಾಗಿದ್ದು ಹಲವು ವರ್ಷಗಳಿಂದ ಉಳುಮೆ ಮಾಡುತ್ತಿದ್ದಾರೆ. ಆದರೆ ಜಮೀನಿಗೆ ಹೋಗುವ ದಾರಿಯನ್ನು ಕೆಲವು ಪ್ರಭಾವಿಗಳು ಅಡ್ಡಗಟ್ಟಿ ತೊಂದರೆ ನೀಡುತ್ತಿದ್ದಾರೆ ಎಂದು ಆರೋಪಿಸಿದ್ದಾರೆ. ಈ ಸಂಬಂಧ ತಹಶೀಲ್ದಾರ್ ಹಾಗೂ ಜಿಲ್ಲಾಧಿಕಾರಿಗಳಿಗೆ ದೂರು ನೀಡಿದ್ದರೂ ಯಾವುದೇ ಕ್ರಮ ಕೈಗೊಂಡಿಲ್ಲ. ದಲಿತ ಸಂಘರ್ಷ ಸಮಿತಿ ಜಿಲ್ಲಾ ಸಂಚಾಲಕರು ಪತ್ರಿಕಾಗೋಷ್ಠಿಯಲ್ಲಿ ಮಾತನಾಡಿ ಸರ್ವೆ ಇಲಾಖೆ ಅಧಿಕಾರಿಗಳು ಸ್ಥಳ ಪರಿಶೀಲನೆ ನಡೆಸಿ ದಾರಿ ಗುರುತಿಸಬೇಕು ಎಂದು ಒತ್ತಾಯಿಸಿದರು. ಈ ಕುರಿತು ಆರ್.ಆರ್.ಟಿ ಸಂಖ್ಯೆ 1067-68ರಲ್ಲಿ ನ್ಯಾಯಾಲಯದ ಆದೇಶವಿದ್ದು ಅದನ್ನು ಪಾಲಿಸಬೇಕು. ಇಲ್ಲದಿದ್ದಲ್ಲಿ ತಾಲ್ಲೂಕು ಕಚೇರಿ ಎದುರು ಅನಿರ್ದಿಷ್ಟಾವಧಿ ಧರಣಿ ನಡೆಸಲಾಗುವುದು ಎಂದು ಎಚ್ಚರಿಸಿದರು. ತಾಲ್ಲೂಕು ಸಂಚಾಲಕ ಹೆಚ್.ಕೆ.ರಾಮಣ್ಣ, ಕುಟುಂಬದ ಸದಸ್ಯರು ಉಪಸ್ಥಿತರಿದ್ದರು. ಕಡತ ಸಂಖ್ಯೆ 925/2015, 926/2015, 927/2015, 928/2018 ಕುರಿತು ಮಾಹಿತಿ ನೀಡಿದರು. ಸದರಿ ಜಮೀನಿನ ಪಹಣಿ ಹಾಗೂ ಮ್ಯುಟೇಷನ್ ದಾಖಲೆಗಳು ಸರಿಯಾಗಿದ್ದರೂ ದಾರಿ ವಿವಾದ ಬಗೆಹರಿದಿಲ್ಲ. 06-12-2024 ಮತ್ತು 24-12-2025 ರಂದು ಮನವಿ ಸಲ್ಲಿಸಲಾಗಿತ್ತು. ಜಿಲ್ಲಾಡಳಿತ ತಕ್ಷಣ ಮಧ್ಯಪ್ರವೇಶಿಸಿ ನ್ಯಾಯ ಒದಗಿಸಬೇಕು ಎಂದು ಆಗ್ರಹಿಸಿದರು. ಕಾರ್ಯಕ್ರಮದಲ್ಲಿ ಸಮಿತಿಯ ಪದಾಧಿಕಾರಿಗಳು ಪಾಲ್ಗೊಂಡಿದ್ದರು.	[618, 185, 758, 367]
story-4-photo	[588, 512, 908, 620]
registration-mark-icon	[10, 1300, 24, 1314]
column-divider	[481, 48, 483, 468]
story-6-column: ತುಮಕೂರು: ನಗರದ ಮಹಾವಿದ್ಯಾಲಯದಲ್ಲಿ ಆಯೋಜಿಸಿದ್ದ ಎರಡು ದಿನಗಳ ಅಂತಾರಾಷ್ಟ್ರೀಯ ಸಿಂಪೋಶಿಯಮ್‌ಗೆ ಅದ್ದೂರಿ ತೆರೆ ಬಿದ್ದಿತು. ಸಮಾರೋಪ ಸಮಾರಂಭದಲ್ಲಿ ಭಾಗವಹಿಸಿದ್ದ ವಿಜ್ಞಾನಿಗಳು ಮಾತನಾಡಿ ಸಂಶೋಧನಾ ಕ್ಷೇತ್ರದಲ್ಲಿ ಯುವ ವಿದ್ಯಾರ್ಥಿಗಳು ಹೆಚ್ಚಿನ ಆಸಕ್ತಿ ವಹಿಸಬೇಕು. ವಿದೇಶಿ ಹಾಗೂ ದೇಶದ ವಿವಿಧ ಭಾಗಗಳಿಂದ ಆಗಮಿಸಿದ್ದ ಪ್ರತಿನಿಧಿಗಳು ಪ್ರಬಂಧ ಮಂಡಿಸಿದರು. ಸುಮಾರು 31 ಸಂಶೋಧನಾ ಲೇಖನಗಳನ್ನು ಮಂಡಿಸಲಾಗಿದ್ದು ಉತ್ತಮ ಪ್ರಬಂಧಗಳಿಗೆ ಬಹುಮಾನ ನೀಡಲಾಯಿತು. ಉತ್ತಮ 8 ಸಂಶೋಧನಾ ಲೇಖನ ಪ್ರಶಸ್ತಿ ಪಡೆದವರನ್ನು ಅಭಿನಂದಿಸಲಾಯಿತು. ಪ್ರಾಂಶುಪಾಲರು ಸ್ವಾಗತಿಸಿದರು. ಕಾರ್ಯಕ್ರಮದಲ್ಲಿ ಸಂಸ್ಥೆಯ ಆಡಳಿತ ಮಂಡಳಿ ಸದಸ್ಯರು, ಉಪನ್ಯಾಸಕರು, ಸಂಶೋಧನಾ ವಿದ್ಯಾರ್ಥಿಗಳು ಪಾಲ್ಗೊಂಡಿದ್ದರು. ವಿಭಾಗದ ಮುಖ್ಯಸ್ಥರಾದ ಡಾ.ಎನ್.ಶ್ರೀನಿವಾಸ್ ವಂದಿಸಿದರು.	[510, 945, 634, 1062]
story-5-photo	[146, 792, 370, 897]
column-divider	[575, 476, 577, 754]
story-2-headline: ದಲಿತ ವ್ಯಕ್ತಿ ಜಮೀನಿಗೆ ಹೋಗಲು ತೊಂದರೆ- ನ್ಯಾಯಕ್ಕೆ ಆಗ್ರಹ	[486, 48, 908, 79]
section-rule	[34, 758, 908, 760]
imprint-line-2: Narayana Rao Building, Puttanjanaya swamy Temple Road, Opp Ganapathi Stotes, Vidya nagar, tumkur-572103, Tell Phone : 0816-2280202, Mo.No : 9986593961, Mail : vishalaprabhatmk@gmail.com	[101, 1403, 841, 1411]
story-6-photo	[506, 800, 764, 940]
story-1-column: ತುಮಕೂರಿನ ಶ್ರೀಹಳ್ಳಿಕಾರ್ ಮಠದ ವತಿಯಿಂದ ಬಡ ವಿದ್ಯಾರ್ಥಿಗಳ ವಿದ್ಯಾಭ್ಯಾಸಕ್ಕಾಗಿ ದತ್ತುನಿಧಿ ವಿತರಣೆ ಕಾರ್ಯಕ್ರಮ ನಡೆಯಿತು. ಶ್ರೀಗಳು ದೀಪ ಬೆಳಗಿಸುವ ಮೂಲಕ ಕಾರ್ಯಕ್ರಮ ಉದ್ಘಾಟಿಸಿದರು. ಮಠದ ಟ್ರಸ್ಟ್ ವತಿಯಿಂದ ಪ್ರತಿ ವರ್ಷ ಪ್ರತಿಭಾವಂತ ವಿದ್ಯಾರ್ಥಿಗಳಿಗೆ ಪ್ರೋತ್ಸಾಹ ಧನ ನೀಡಲಾಗುತ್ತಿದ್ದು ಈ ಬಾರಿ 5 ಲಕ್ಷ ರೂ. ದತ್ತುನಿಧಿ ಸ್ಥಾಪಿಸಲಾಗಿದೆ. ಹಳ್ಳಿಕಾರ್ ಸಮುದಾಯದ ಮಕ್ಕಳು ಉನ್ನತ ಶಿಕ್ಷಣ ಪಡೆದು ಸಮಾಜಕ್ಕೆ ಕೊಡುಗೆ ನೀಡಬೇಕು ಎಂದು ಶ್ರೀಗಳು ಆಶೀರ್ವಚನ ನೀಡಿದರು. ಕಾರ್ಯಕ್ರಮದಲ್ಲಿ ಸಮುದಾಯದ ಮುಖಂಡರು, ಪೋಷಕರು ಹಾಗೂ ವಿದ್ಯಾರ್ಥಿಗಳು ಪಾಲ್ಗೊಂಡಿದ್ದರು. ಕಾರ್ಯಕ್ರಮದಲ್ಲಿ ಪ್ರಮುಖರಾದ ಎಸ್.ಡಿ.ಕೃಷ್ಣಪ್ಪ, ಕಾರ್ಯದರ್ಶಿ ಹಾಗೂ ಸಮಿತಿಯ ಪದಾಧಿಕಾರಿಗಳು ಉಪಸ್ಥಿತರಿದ್ದರು. ನಿರೂಪಣೆಯನ್ನು ಶಿಕ್ಷಕರು ನೆರವೇರಿಸಿದರು.	[34, 275, 176, 375]
section-rule	[34, 470, 908, 472]
newspaper-name: ವಿಶಾಲ ಪ್ರಭ	[34, 20, 97, 39]
story-4-body	[588, 624, 908, 754]
story-3-headline: ವಿದ್ಯಾರ್ಥಿಗಳು ನಿರ್ಭೀತಿಯಿಂದ ಪರೀಕ್ಷೆ ಬರೆಯಲಿ	[34, 476, 580, 514]
story-7-column: ಪಟ್ಟನಾಯಕನಹಳ್ಳಿ: ಕೃತಕ ಬುದ್ಧಿಮತ್ತೆ (ಆರ್ಟಿಫಿಶಿಯಲ್ ಇಂಟಲಿಜೆನ್ಸ್) ಇಂದು ಎಲ್ಲಾ ಕ್ಷೇತ್ರಗಳಲ್ಲೂ ವ್ಯಾಪಿಸಿದ್ದು ಮನುಷ್ಯರ ಉದ್ಯೋಗಕ್ಕೆ ತೊಡಕಾಗುವ ಸಾಧ್ಯತೆ ಇದೆ ಎಂದು ಶ್ರೀಗಳು ಆತಂಕ ವ್ಯಕ್ತಪಡಿಸಿದರು. ಮಠದ ಶಿಕ್ಷಣ ಸಂಸ್ಥೆಯಲ್ಲಿ ನಡೆದ ವಾರ್ಷಿಕೋತ್ಸವ ಸಮಾರಂಭದ ಸಾನ್ನಿಧ್ಯ ವಹಿಸಿ ಮಾತನಾಡಿದರು. ತಂತ್ರಜ್ಞಾನವನ್ನು ಸದ್ಬಳಕೆ ಮಾಡಿಕೊಳ್ಳಬೇಕು, ಮಾನವೀಯ ಮೌಲ್ಯಗಳನ್ನು ಉಳಿಸಿಕೊಳ್ಳಬೇಕು. ಮಕ್ಕಳಲ್ಲಿ ಸಂಸ್ಕಾರ ಬೆಳೆಸುವ ಕಾರ್ಯ ಪೋಷಕರಿಂದ ಆಗಬೇಕು ಎಂದರು. ವಿದ್ಯಾರ್ಥಿಗಳಿಂದ ಸಾಂಸ್ಕೃತಿಕ ಕಾರ್ಯಕ್ರಮಗಳು ನಡೆದವು. ಶಾಲೆಯ ಪ್ರತಿಭಾವಂತ ವಿದ್ಯಾರ್ಥಿಗಳನ್ನು ಸನ್ಮಾನಿಸಲಾಯಿತು. ಶಿಕ್ಷಕರು, ಪೋಷಕರು ಮತ್ತು ಗ್ರಾಮಸ್ಥರು ಪಾಲ್ಗೊಂಡಿದ್ದರು.	[34, 1097, 186, 1178]
story-3-lower-columns	[186, 732, 570, 752]
photo-banner-text: ಶ್ರೀ ಹಳ್ಳಿಕಾರ ಮಠ ಟ್ರಸ್ಟ್	[130, 128, 199, 138]
imprint-line-1: Printed and Published by : sogadu venkatesh, Owned by : sogadu venkatesh, Editor : SOGADU VENKATESH, Printed at : SHREYAS PRINTERS, vasanthanarasapura Industrial Area, Kora Hobli, Tumkur Taluk, Tumkur, Published at police	[38, 1393, 904, 1401]
section-rule	[34, 1066, 908, 1068]
imprint-footer	[34, 1392, 908, 1412]
registration-mark-icon	[10, 150, 24, 164]
story-6-column: ತುಮಕೂರು: ನಗರದ ಮಹಾವಿದ್ಯಾಲಯದಲ್ಲಿ ಆಯೋಜಿಸಿದ್ದ ಎರಡು ದಿನಗಳ ಅಂತಾರಾಷ್ಟ್ರೀಯ ಸಿಂಪೋಶಿಯಮ್‌ಗೆ ಅದ್ದೂರಿ ತೆರೆ ಬಿದ್ದಿತು. ಸಮಾರೋಪ ಸಮಾರಂಭದಲ್ಲಿ ಭಾಗವಹಿಸಿದ್ದ ವಿಜ್ಞಾನಿಗಳು ಮಾತನಾಡಿ ಸಂಶೋಧನಾ ಕ್ಷೇತ್ರದಲ್ಲಿ ಯುವ ವಿದ್ಯಾರ್ಥಿಗಳು ಹೆಚ್ಚಿನ ಆಸಕ್ತಿ ವಹಿಸಬೇಕು. ವಿದೇಶಿ ಹಾಗೂ ದೇಶದ ವಿವಿಧ ಭಾಗಗಳಿಂದ ಆಗಮಿಸಿದ್ದ ಪ್ರತಿನಿಧಿಗಳು ಪ್ರಬಂಧ ಮಂಡಿಸಿದರು. ಸುಮಾರು 31 ಸಂಶೋಧನಾ ಲೇಖನಗಳನ್ನು ಮಂಡಿಸಲಾಗಿದ್ದು ಉತ್ತಮ ಪ್ರಬಂಧಗಳಿಗೆ ಬಹುಮಾನ ನೀಡಲಾಯಿತು. ಉತ್ತಮ 8 ಸಂಶೋಧನಾ ಲೇಖನ ಪ್ರಶಸ್ತಿ ಪಡೆದವರನ್ನು ಅಭಿನಂದಿಸಲಾಯಿತು. ಪ್ರಾಂಶುಪಾಲರು ಸ್ವಾಗತಿಸಿದರು. ಕಾರ್ಯಕ್ರಮದಲ್ಲಿ ಸಂಸ್ಥೆಯ ಆಡಳಿತ ಮಂಡಳಿ ಸದಸ್ಯರು, ಉಪನ್ಯಾಸಕರು, ಸಂಶೋಧನಾ ವಿದ್ಯಾರ್ಥಿಗಳು ಪಾಲ್ಗೊಂಡಿದ್ದರು. ವಿಭಾಗದ ಮುಖ್ಯಸ್ಥರಾದ ಡಾ.ಎನ್.ಶ್ರೀನಿವಾಸ್ ವಂದಿಸಿದರು. ಸಂಯೋಜಕರು ಕಾರ್ಯಕ್ರಮ ನಿರೂಪಿಸಿದರು.	[380, 801, 500, 928]
story-8-body	[624, 1260, 908, 1386]
story-5-body	[34, 902, 370, 1060]
story-6-column: ತುಮಕೂರು: ನಗರದ ಮಹಾವಿದ್ಯಾಲಯದಲ್ಲಿ ಆಯೋಜಿಸಿದ್ದ ಎರಡು ದಿನಗಳ ಅಂತಾರಾಷ್ಟ್ರೀಯ ಸಿಂಪೋಶಿಯಮ್‌ಗೆ ಅದ್ದೂರಿ ತೆರೆ ಬಿದ್ದಿತು. ಸಮಾರೋಪ ಸಮಾರಂಭದಲ್ಲಿ ಭಾಗವಹಿಸಿದ್ದ ವಿಜ್ಞಾನಿಗಳು ಮಾತನಾಡಿ ಸಂಶೋಧನಾ ಕ್ಷೇತ್ರದಲ್ಲಿ ಯುವ ವಿದ್ಯಾರ್ಥಿಗಳು ಹೆಚ್ಚಿನ ಆಸಕ್ತಿ ವಹಿಸಬೇಕು. ವಿದೇಶಿ ಹಾಗೂ ದೇಶದ ವಿವಿಧ ಭಾಗಗಳಿಂದ ಆಗಮಿಸಿದ್ದ ಪ್ರತಿನಿಧಿಗಳು ಪ್ರಬಂಧ ಮಂಡಿಸಿದರು. ಸುಮಾರು 31 ಸಂಶೋಧನಾ ಲೇಖನಗಳನ್ನು ಮಂಡಿಸಲಾಗಿದ್ದು ಉತ್ತಮ ಪ್ರಬಂಧಗಳಿಗೆ ಬಹುಮಾನ ನೀಡಲಾಯಿತು. ಉತ್ತಮ 8 ಸಂಶೋಧನಾ ಲೇಖನ ಪ್ರಶಸ್ತಿ ಪಡೆದವರನ್ನು ಅಭಿನಂದಿಸಲಾಯಿತು. ಪ್ರಾಂಶುಪಾಲರು ಸ್ವಾಗತಿಸಿದರು. ಕಾರ್ಯಕ್ರಮದಲ್ಲಿ ಸಂಸ್ಥೆಯ ಆಡಳಿತ ಮಂಡಳಿ ಸದಸ್ಯರು, ಉಪನ್ಯಾಸಕರು, ಸಂಶೋಧನಾ ವಿದ್ಯಾರ್ಥಿಗಳು ಪಾಲ್ಗೊಂಡಿದ್ದರು. ವಿಭಾಗದ ಮುಖ್ಯಸ್ಥರಾದ ಡಾ.ಎನ್.ಶ್ರೀನಿವಾಸ್ ವಂದಿಸಿದರು.	[641, 945, 764, 1062]
